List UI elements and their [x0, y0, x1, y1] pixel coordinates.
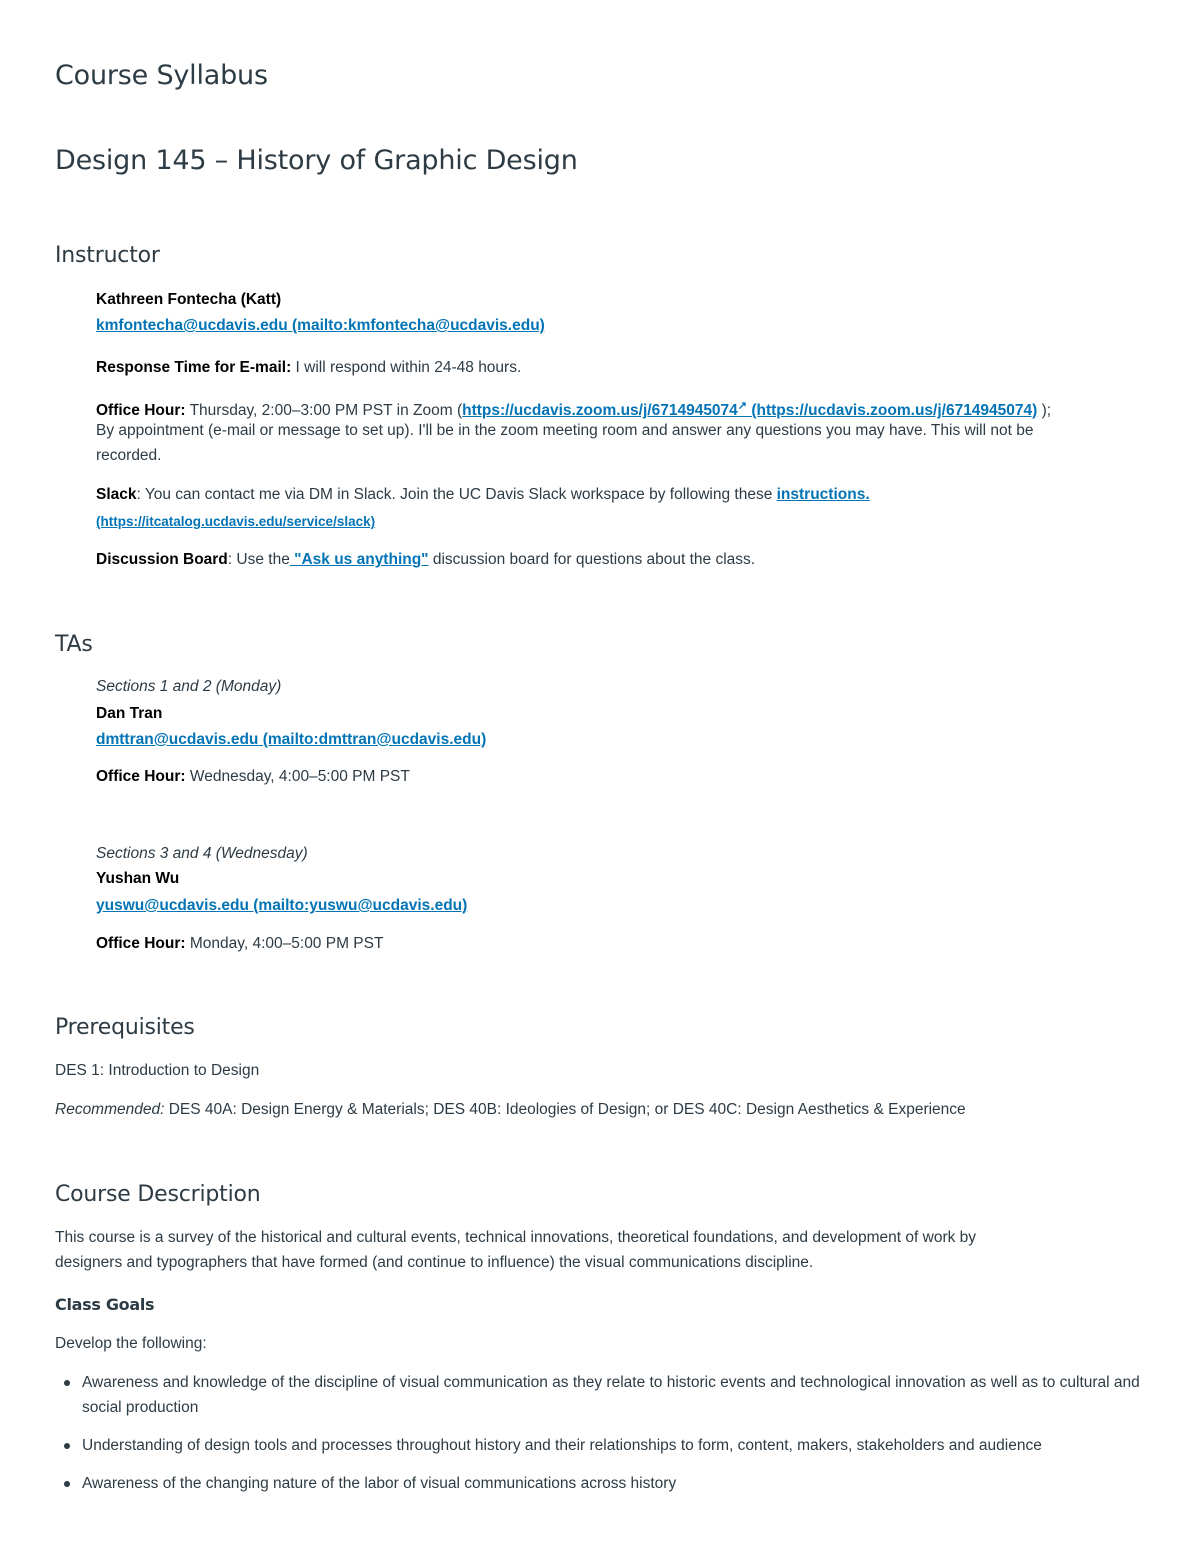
ta1-email-link[interactable]: dmttran@ucdavis.edu (mailto:dmttran@ucdavis.edu): [96, 731, 487, 748]
tas-heading: TAs: [55, 632, 93, 657]
slack-url-line: [96, 512, 375, 532]
ta2-email-line: [96, 896, 467, 916]
description-line-2: designers and typographers that have formed (and continue to influence) the visual communications discipline.: [55, 1254, 814, 1271]
prereq-required: DES 1: Introduction to Design: [55, 1062, 260, 1079]
office-hour-recorded: recorded.: [96, 447, 162, 464]
slack-line: Slack: You can contact me via DM in Slack. Join the UC Davis Slack workspace by following these instructions.: [96, 486, 870, 503]
ta1-name: Dan Tran: [96, 705, 163, 722]
ta1-office-hour: Office Hour: Wednesday, 4:00–5:00 PM PST: [96, 768, 410, 785]
instructor-email-line: [96, 316, 545, 336]
goal-item: Understanding of design tools and processes throughout history and their relationships to form, content, makers, stakeholders and audience: [55, 1433, 1155, 1458]
prereq-recommended: Recommended: DES 40A: Design Energy & Materials; DES 40B: Ideologies of Design; or DES 40C: Design Aesthetics & Experience: [55, 1101, 966, 1118]
discussion-board-line: Discussion Board: Use the "Ask us anything" discussion board for questions about the class.: [96, 551, 756, 568]
goal-item: Awareness of the changing nature of the labor of visual communications across history: [55, 1471, 1155, 1496]
ta2-office-hour: Office Hour: Monday, 4:00–5:00 PM PST: [96, 935, 384, 952]
prerequisites-heading: Prerequisites: [55, 1015, 195, 1040]
course-title: Design 145 – History of Graphic Design: [55, 145, 578, 176]
slack-instructions-link[interactable]: instructions.: [776, 486, 870, 503]
ta2-email-link[interactable]: yuswu@ucdavis.edu (mailto:yuswu@ucdavis.edu): [96, 897, 468, 914]
office-hour-line: Office Hour: Thursday, 2:00–3:00 PM PST in Zoom (https://ucdavis.zoom.us/j/6714945074↗ (https://ucdavis.zoom.us/j/6714945074) );: [96, 400, 1052, 420]
goal-item: Awareness and knowledge of the discipline of visual communication as they relate to historic events and technological innovation as well as to cultural and social production: [55, 1370, 1155, 1420]
description-line-1: This course is a survey of the historical and cultural events, technical innovations, theoretical foundations, and development of work by: [55, 1229, 977, 1246]
page-title: Course Syllabus: [55, 60, 268, 91]
goals-list: [55, 1370, 1155, 1509]
ta1-email-line: [96, 730, 486, 750]
response-time: Response Time for E-mail: I will respond within 24-48 hours.: [96, 359, 522, 376]
zoom-link[interactable]: https://ucdavis.zoom.us/j/6714945074↗ (https://ucdavis.zoom.us/j/6714945074): [462, 400, 1038, 420]
ta2-name: Yushan Wu: [96, 870, 180, 887]
ta2-sections: Sections 3 and 4 (Wednesday): [96, 845, 308, 862]
goals-intro: Develop the following:: [55, 1335, 207, 1352]
course-description-heading: Course Description: [55, 1182, 261, 1207]
class-goals-heading: Class Goals: [55, 1295, 155, 1314]
instructor-name: Kathreen Fontecha (Katt): [96, 291, 282, 308]
external-link-icon: ↗: [737, 400, 748, 412]
slack-url-link[interactable]: (https://itcatalog.ucdavis.edu/service/slack): [96, 514, 376, 529]
ask-us-anything-link[interactable]: "Ask us anything": [289, 551, 429, 568]
instructor-email-link[interactable]: kmfontecha@ucdavis.edu (mailto:kmfontecha@ucdavis.edu): [96, 317, 545, 334]
ta1-sections: Sections 1 and 2 (Monday): [96, 678, 282, 695]
office-hour-appointment: By appointment (e-mail or message to set up). I'll be in the zoom meeting room and answer any questions you may have. This will not be: [96, 422, 1034, 439]
instructor-heading: Instructor: [55, 243, 160, 268]
